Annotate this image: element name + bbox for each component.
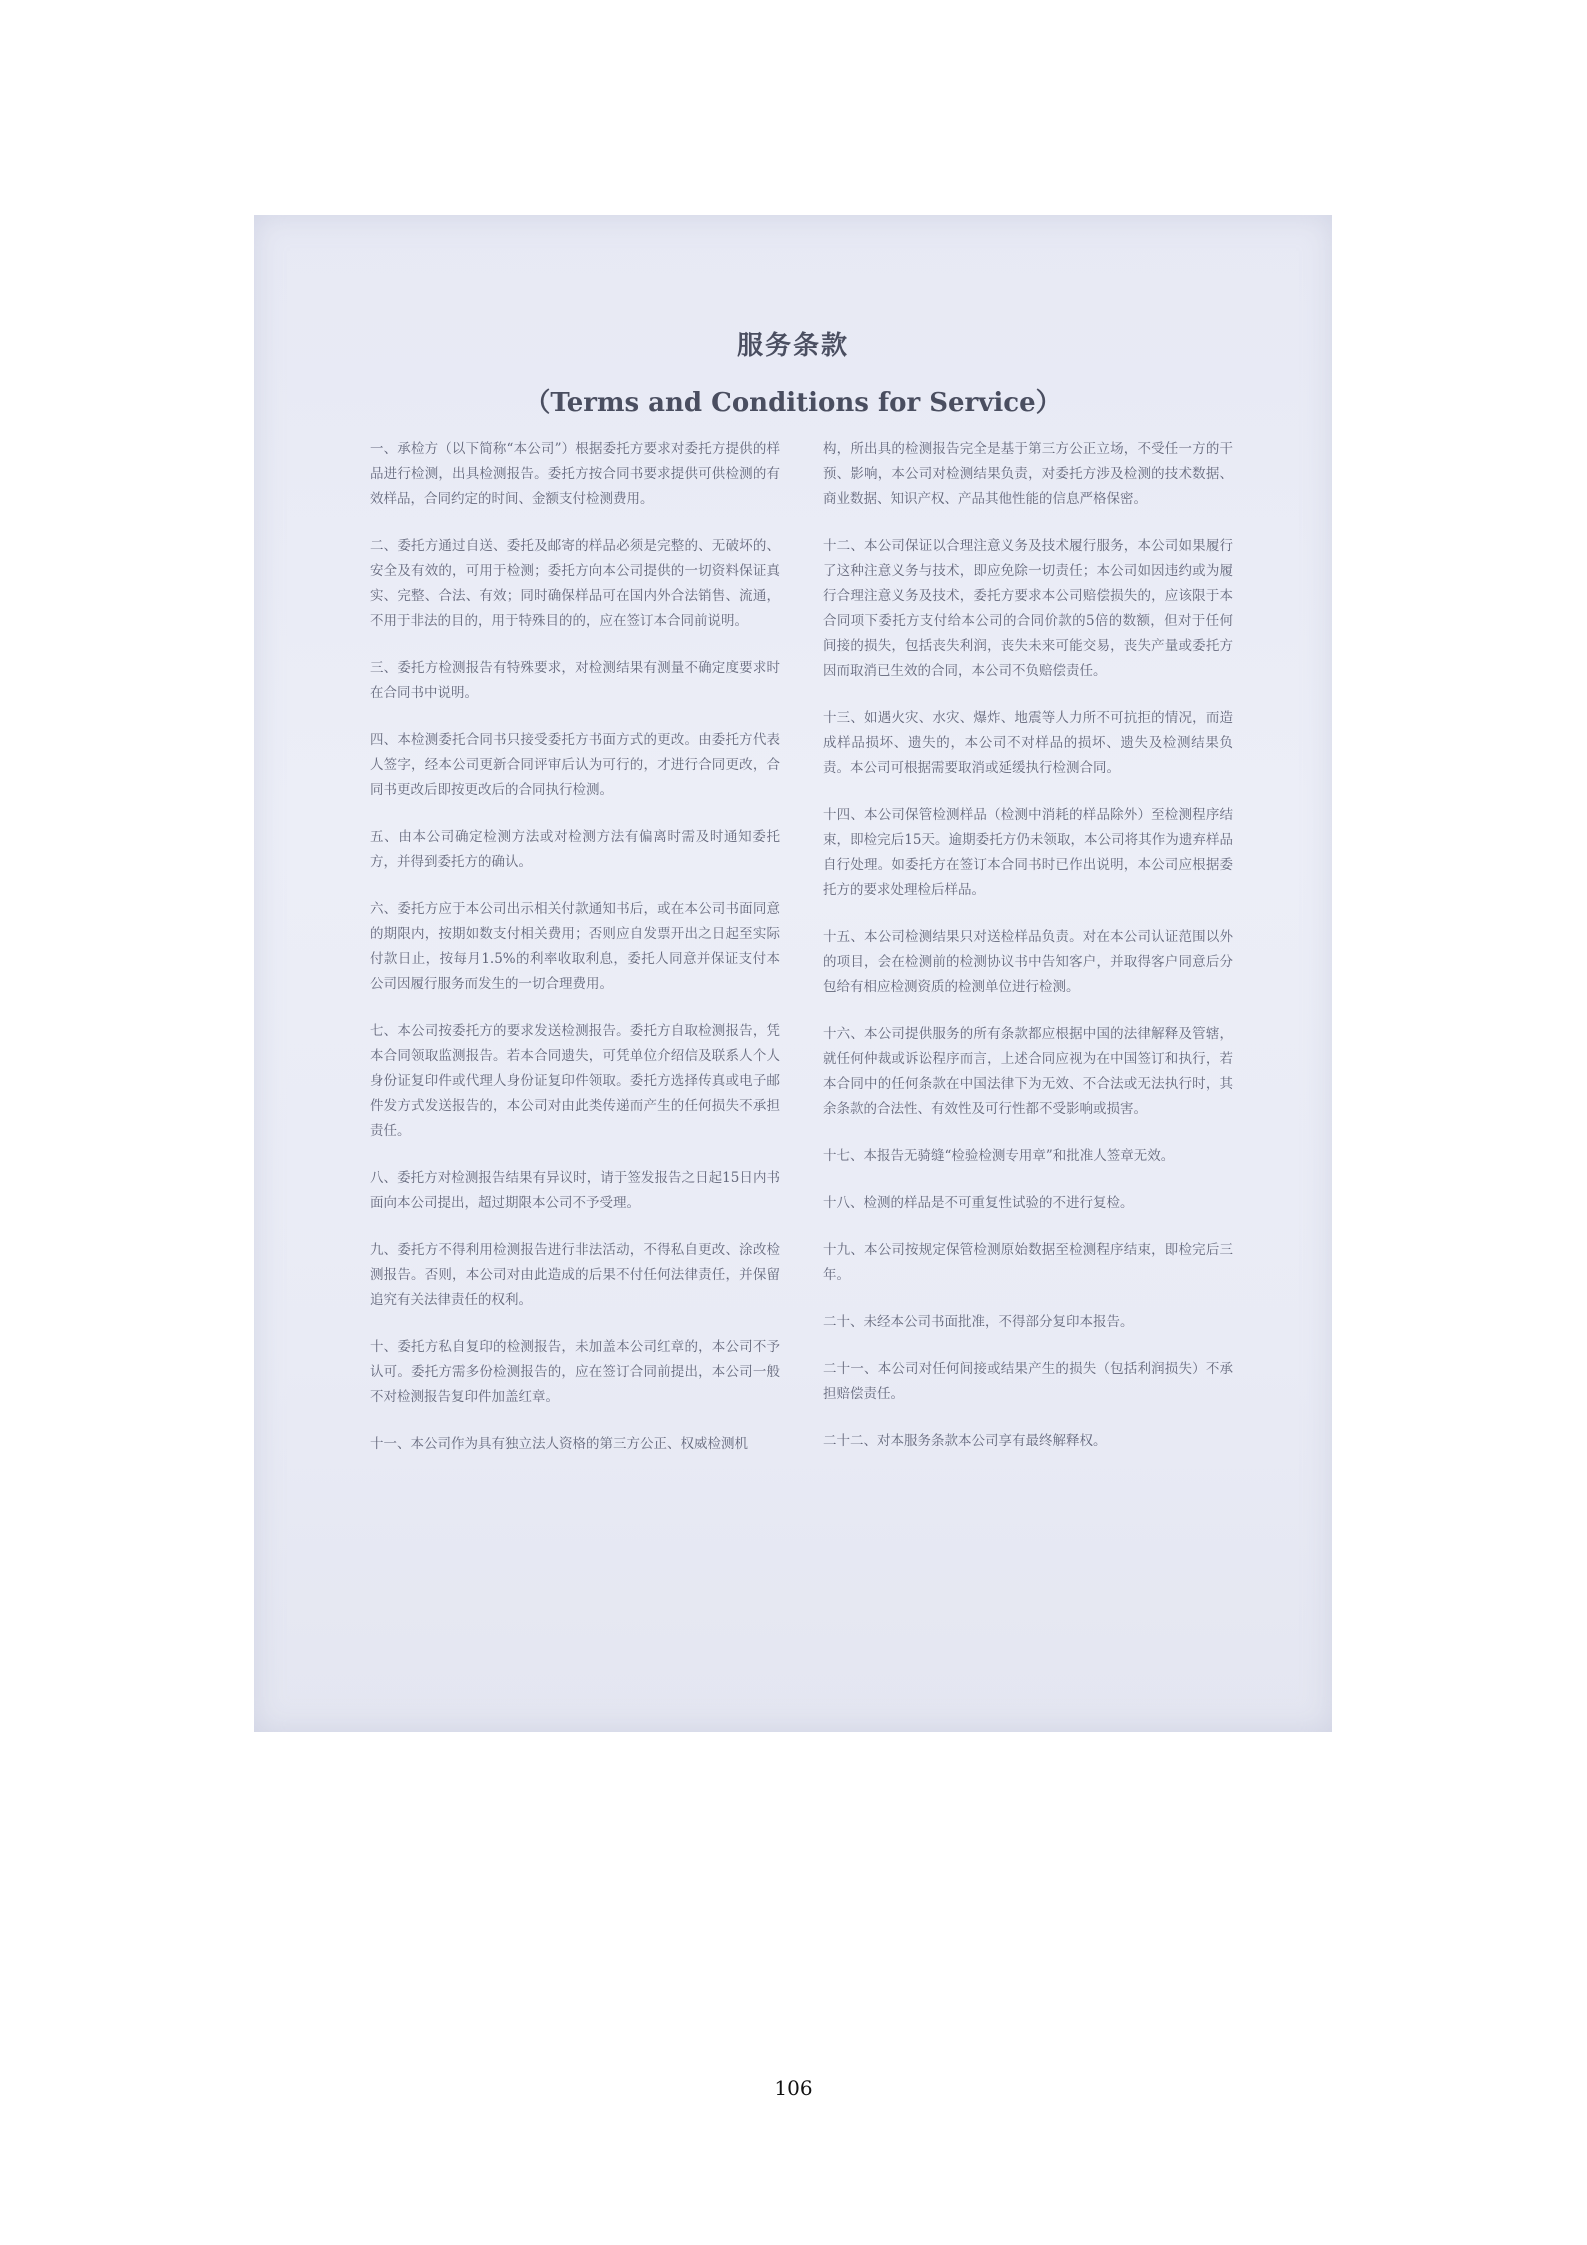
clause-15: 十五、本公司检测结果只对送检样品负责。对在本公司认证范围以外的项目，会在检测前的检测协议书中告知客户，并取得客户同意后分包给有相应检测资质的检测单位进行检测。 [823,929,1233,995]
right-column [823,437,1233,1476]
clause-6: 六、委托方应于本公司出示相关付款通知书后，或在本公司书面同意的期限内，按期如数支付相关费用；否则应自发票开出之日起至实际付款日止，按每月1.5%的利率收取利息，委托人同意并保证支付本公司因履行服务而发生的一切合理费用。 [370,901,780,992]
title-chinese: 服务条款 [736,331,849,361]
clause-9: 九、委托方不得利用检测报告进行非法活动，不得私自更改、涂改检测报告。否则，本公司对由此造成的后果不付任何法律责任，并保留追究有关法律责任的权利。 [370,1242,780,1308]
clause-21: 二十一、本公司对任何间接或结果产生的损失（包括利润损失）不承担赔偿责任。 [823,1361,1233,1402]
clause-2: 二、委托方通过自送、委托及邮寄的样品必须是完整的、无破坏的、安全及有效的，可用于检测；委托方向本公司提供的一切资料保证真实、完整、合法、有效；同时确保样品可在国内外合法销售、流通，不用于非法的目的，用于特殊目的的，应在签订本合同前说明。 [370,538,780,629]
clause-3: 三、委托方检测报告有特殊要求，对检测结果有测量不确定度要求时在合同书中说明。 [370,660,780,701]
clause-11-continued: 构，所出具的检测报告完全是基于第三方公正立场，不受任一方的干预、影响，本公司对检测结果负责，对委托方涉及检测的技术数据、商业数据、知识产权、产品其他性能的信息严格保密。 [823,441,1233,507]
page-number: 106 [774,2076,813,2100]
clause-1: 一、承检方（以下简称“本公司”）根据委托方要求对委托方提供的样品进行检测，出具检测报告。委托方按合同书要求提供可供检测的有效样品，合同约定的时间、金额支付检测费用。 [370,441,780,507]
clause-16: 十六、本公司提供服务的所有条款都应根据中国的法律解释及管辖，就任何仲裁或诉讼程序而言，上述合同应视为在中国签订和执行，若本合同中的任何条款在中国法律下为无效、不合法或无法执行时，其余条款的合法性、有效性及可行性都不受影响或损害。 [823,1026,1233,1117]
clause-11-start: 十一、本公司作为具有独立法人资格的第三方公正、权威检测机 [370,1436,748,1452]
left-column [370,437,780,1479]
title-english: （Terms and Conditions for Service） [524,388,1062,418]
clause-22: 二十二、对本服务条款本公司享有最终解释权。 [823,1433,1107,1449]
clause-5: 五、由本公司确定检测方法或对检测方法有偏离时需及时通知委托方，并得到委托方的确认。 [370,829,780,870]
clause-8: 八、委托方对检测报告结果有异议时，请于签发报告之日起15日内书面向本公司提出，超过期限本公司不予受理。 [370,1170,780,1211]
clause-18: 十八、检测的样品是不可重复性试验的不进行复检。 [823,1195,1134,1211]
scanned-terms-sheet [254,215,1332,1732]
clause-17: 十七、本报告无骑缝“检验检测专用章”和批准人签章无效。 [823,1148,1175,1164]
clause-10: 十、委托方私自复印的检测报告，未加盖本公司红章的，本公司不予认可。委托方需多份检测报告的，应在签订合同前提出，本公司一般不对检测报告复印件加盖红章。 [370,1339,780,1405]
clause-7: 七、本公司按委托方的要求发送检测报告。委托方自取检测报告，凭本合同领取监测报告。若本合同遗失，可凭单位介绍信及联系人个人身份证复印件或代理人身份证复印件领取。委托方选择传真或电子邮件发方式发送报告的，本公司对由此类传递而产生的任何损失不承担责任。 [370,1023,780,1139]
clause-4: 四、本检测委托合同书只接受委托方书面方式的更改。由委托方代表人签字，经本公司更新合同评审后认为可行的，才进行合同更改，合同书更改后即按更改后的合同执行检测。 [370,732,780,798]
clause-19: 十九、本公司按规定保管检测原始数据至检测程序结束，即检完后三年。 [823,1242,1233,1283]
clause-20: 二十、未经本公司书面批准，不得部分复印本报告。 [823,1314,1134,1330]
clause-12: 十二、本公司保证以合理注意义务及技术履行服务，本公司如果履行了这种注意义务与技术，即应免除一切责任；本公司如因违约或为履行合理注意义务及技术，委托方要求本公司赔偿损失的，应该限于本合同项下委托方支付给本公司的合同价款的5倍的数额，但对于任何间接的损失，包括丧失利润，丧失未来可能交易，丧失产量或委托方因而取消已生效的合同，本公司不负赔偿责任。 [823,538,1233,679]
clause-13: 十三、如遇火灾、水灾、爆炸、地震等人力所不可抗拒的情况，而造成样品损坏、遗失的，本公司不对样品的损坏、遗失及检测结果负责。本公司可根据需要取消或延缓执行检测合同。 [823,710,1233,776]
clause-14: 十四、本公司保管检测样品（检测中消耗的样品除外）至检测程序结束，即检完后15天。逾期委托方仍未领取，本公司将其作为遗弃样品自行处理。如委托方在签订本合同书时已作出说明，本公司应根据委托方的要求处理检后样品。 [823,807,1233,898]
